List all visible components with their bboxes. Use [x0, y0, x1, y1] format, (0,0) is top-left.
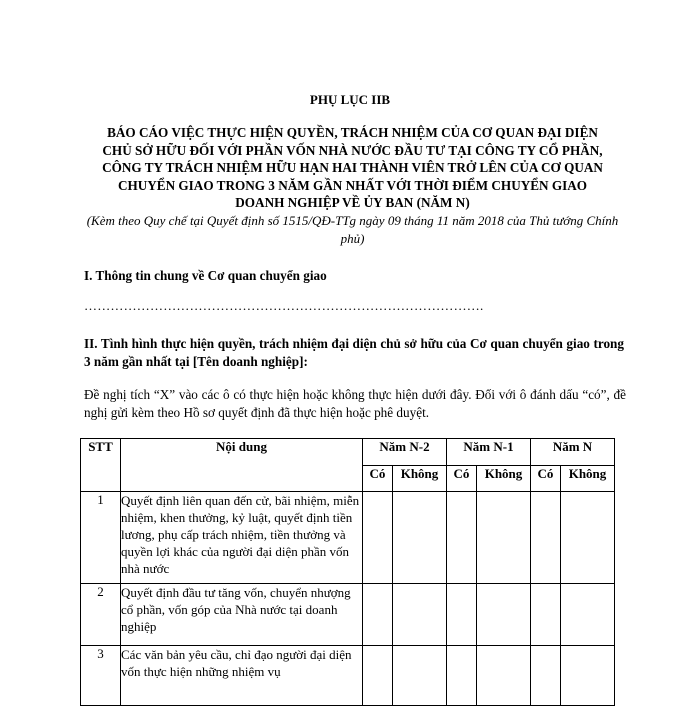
cell-checkbox[interactable] — [531, 492, 561, 584]
cell-checkbox[interactable] — [393, 492, 447, 584]
row-stt: 3 — [81, 646, 121, 706]
row-content: Các văn bản yêu cầu, chỉ đạo người đại diện vốn thực hiện những nhiệm vụ — [121, 646, 363, 706]
section-1-fill-line: ………………………………………………………………………………. — [84, 298, 484, 313]
row-content: Quyết định liên quan đến cử, bãi nhiệm, miễn nhiệm, khen thưởng, kỷ luật, quyết định tiền lương, phụ cấp trách nhiệm, tiền thưởng và quyền lợi khác của người đại diện phần vốn nhà nước — [121, 492, 363, 584]
header-content: Nội dung — [121, 439, 363, 492]
header-no: Không — [393, 466, 447, 492]
table-row — [81, 646, 615, 706]
cell-checkbox[interactable] — [531, 584, 561, 646]
header-year-n: Năm N — [531, 439, 615, 466]
header-no: Không — [561, 466, 615, 492]
table-row — [81, 492, 615, 584]
appendix-title: PHỤ LỤC IIB — [309, 92, 391, 107]
header-no: Không — [477, 466, 531, 492]
cell-checkbox[interactable] — [363, 492, 393, 584]
cell-checkbox[interactable] — [477, 646, 531, 706]
header-stt: STT — [81, 439, 121, 492]
report-title: BÁO CÁO VIỆC THỰC HIỆN QUYỀN, TRÁCH NHIỆM CỦA CƠ QUAN ĐẠI DIỆN CHỦ SỞ HỮU ĐỐI VỚI PHẦN VỐN NHÀ NƯỚC ĐẦU TƯ TẠI CÔNG TY CỔ PHẦN, CÔNG TY TRÁCH NHIỆM HỮU HẠN HAI THÀNH VIÊN TRỞ LÊN CỦA CƠ QUAN CHUYỂN GIAO TRONG 3 NĂM GẦN NHẤT VỚI THỜI ĐIỂM CHUYỂN GIAO DOANH NGHIỆP VỀ ỦY BAN (NĂM N) — [102, 125, 603, 210]
section-2-heading: II. Tình hình thực hiện quyền, trách nhiệm đại diện chủ sở hữu của Cơ quan chuyển giao trong 3 năm gần nhất tại [Tên doanh nghiệp]: — [84, 336, 624, 369]
table-row — [81, 584, 615, 646]
cell-checkbox[interactable] — [447, 584, 477, 646]
cell-checkbox[interactable] — [477, 492, 531, 584]
cell-checkbox[interactable] — [447, 492, 477, 584]
cell-checkbox[interactable] — [363, 584, 393, 646]
row-content: Quyết định đầu tư tăng vốn, chuyển nhượng cổ phần, vốn góp của Nhà nước tại doanh nghiệp — [121, 584, 363, 646]
row-stt: 2 — [81, 584, 121, 646]
header-year-n-1: Năm N-1 — [447, 439, 531, 466]
cell-checkbox[interactable] — [561, 584, 615, 646]
cell-checkbox[interactable] — [561, 646, 615, 706]
header-yes: Có — [447, 466, 477, 492]
cell-checkbox[interactable] — [531, 646, 561, 706]
cell-checkbox[interactable] — [447, 646, 477, 706]
header-yes: Có — [363, 466, 393, 492]
cell-checkbox[interactable] — [561, 492, 615, 584]
report-table — [80, 438, 615, 706]
section-2-instruction: Đề nghị tích “X” vào các ô có thực hiện hoặc không thực hiện dưới đây. Đối với ô đánh dấu “có”, đề nghị gửi kèm theo Hồ sơ quyết định đã thực hiện hoặc phê duyệt. — [84, 387, 626, 420]
header-yes: Có — [531, 466, 561, 492]
cell-checkbox[interactable] — [363, 646, 393, 706]
cell-checkbox[interactable] — [393, 584, 447, 646]
header-year-n-2: Năm N-2 — [363, 439, 447, 466]
cell-checkbox[interactable] — [477, 584, 531, 646]
attachment-note: (Kèm theo Quy chế tại Quyết định số 1515/QĐ-TTg ngày 09 tháng 11 năm 2018 của Thủ tướng Chính phủ) — [86, 213, 619, 246]
section-1-heading: I. Thông tin chung về Cơ quan chuyển giao — [84, 268, 327, 283]
row-stt: 1 — [81, 492, 121, 584]
cell-checkbox[interactable] — [393, 646, 447, 706]
